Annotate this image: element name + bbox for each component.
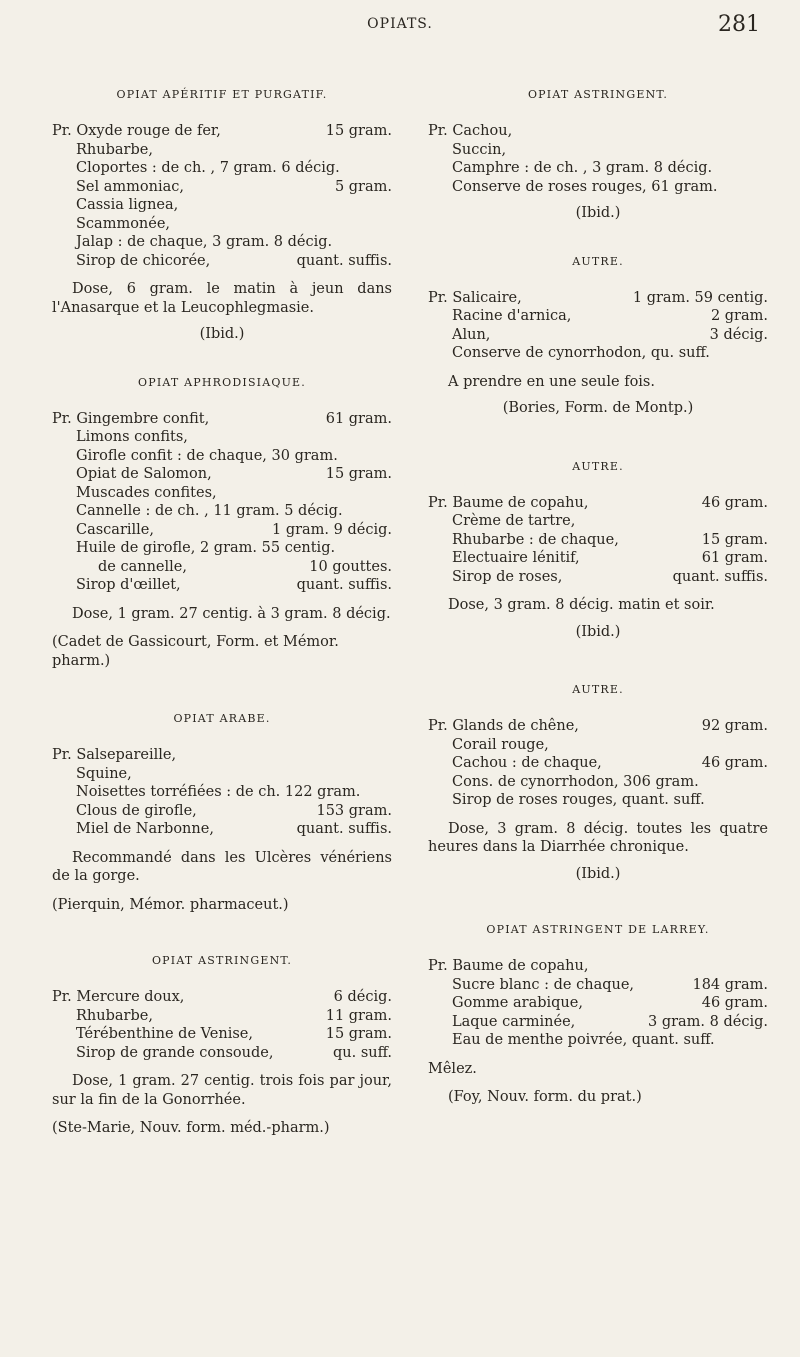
ingredient-line: Pr. Cachou, <box>428 123 513 139</box>
recipe-title: OPIAT ARABE. <box>173 712 271 725</box>
ingredient-line: Cons. de cynorrhodon, 306 gram. <box>452 773 699 790</box>
source-citation: (Bories, Form. de Montp.) <box>502 400 694 416</box>
ingredient-line: Sirop de roses, quant. suffis. <box>452 568 768 585</box>
running-title: OPIATS. <box>367 16 433 32</box>
recipe-title: AUTRE. <box>572 459 624 473</box>
recipe-autre <box>428 460 768 642</box>
ingredient-line: Pr. Oxyde rouge de fer, 15 gram. <box>52 123 392 139</box>
source-citation: (Ibid.) <box>199 326 245 342</box>
ingredient-line: Camphre : de ch. , 3 gram. 8 décig. <box>452 160 713 176</box>
ingredient-line: Pr. Baume de copahu, 46 gram. <box>428 494 768 511</box>
recipe-title: AUTRE. <box>572 254 624 268</box>
ingredient-line: Miel de Narbonne, quant. suffis. <box>76 821 392 837</box>
ingredient-line: Rhubarbe : de chaque, 15 gram. <box>452 531 768 548</box>
dose-text: Mêlez. <box>428 1060 477 1077</box>
ingredient-line: Rhubarbe, 11 gram. <box>76 1007 392 1024</box>
recipe-title: OPIAT ASTRINGENT. <box>151 954 293 967</box>
dose-text: Dose, 3 gram. 8 décig. matin et soir. <box>448 597 715 613</box>
recipe-title: OPIAT APÉRITIF ET PURGATIF. <box>116 88 328 101</box>
recipe-opiat-aphrodisiaque <box>52 376 392 671</box>
recipe-opiat-astringent <box>52 954 392 1138</box>
ingredient-line: Sel ammoniac, 5 gram. <box>76 178 392 195</box>
ingredient-line: Pr. Mercure doux, 6 décig. <box>52 989 392 1005</box>
ingredient-line: Pr. Glands de chêne, 92 gram. <box>428 718 768 734</box>
left-column <box>52 88 392 1138</box>
ingredient-line: Sirop d'œillet, quant. suffis. <box>76 577 392 593</box>
ingredient-line: Crème de tartre, <box>452 513 576 529</box>
recipe-opiat-arabe <box>52 712 392 914</box>
ingredient-line: Conserve de roses rouges, 61 gram. <box>452 178 718 195</box>
recipe-autre <box>428 683 768 883</box>
page-number: 281 <box>718 12 760 37</box>
dose-text: Dose, 6 gram. le matin à jeun dans l'Anasarque et la Leucophlegmasie. <box>52 281 392 316</box>
recipe-title: OPIAT ASTRINGENT DE LARREY. <box>486 923 710 936</box>
source-citation: (Ibid.) <box>575 865 621 882</box>
ingredient-line: Corail rouge, <box>452 736 549 753</box>
ingredient-line: Squine, <box>76 765 132 782</box>
ingredient-line: Opiat de Salomon, 15 gram. <box>76 466 392 482</box>
ingredient-line: Pr. Baume de copahu, <box>428 958 589 974</box>
ingredient-line: Scammonée, <box>76 215 171 232</box>
ingredient-line: Electuaire lénitif, 61 gram. <box>452 550 768 566</box>
recipe-opiat-aperitif <box>52 88 392 344</box>
ingredient-line: Pr. Salicaire, 1 gram. 59 centig. <box>428 289 768 306</box>
dose-text: Dose, 1 gram. 27 centig. à 3 gram. 8 décig. <box>72 605 391 622</box>
page-header <box>0 12 800 52</box>
ingredient-line: Huile de girofle, 2 gram. 55 centig. <box>76 540 336 556</box>
ingredient-line: Conserve de cynorrhodon, qu. suff. <box>452 345 710 361</box>
ingredient-line: Muscades confites, <box>76 484 217 501</box>
ingredient-line: Cannelle : de ch. , 11 gram. 5 décig. <box>76 503 343 519</box>
dose-text: A prendre en une seule fois. <box>448 373 655 390</box>
ingredient-line: Cassia lignea, <box>76 197 179 213</box>
ingredient-line: Pr. Salsepareille, <box>52 747 177 763</box>
source-citation: (Foy, Nouv. form. du prat.) <box>448 1089 642 1105</box>
dose-text: Dose, 3 gram. 8 décig. toutes les quatre heures dans la Diarrhée chronique. <box>428 820 768 855</box>
source-citation: (Ibid.) <box>575 205 621 221</box>
ingredient-line: Jalap : de chaque, 3 gram. 8 décig. <box>76 234 333 250</box>
recipe-autre <box>428 255 768 418</box>
ingredient-line: Cachou : de chaque, 46 gram. <box>452 755 768 771</box>
ingredient-line: Sucre blanc : de chaque, 184 gram. <box>452 976 768 993</box>
ingredient-line: Noisettes torréfiées : de ch. 122 gram. <box>76 784 361 800</box>
ingredient-line: Gomme arabique, 46 gram. <box>452 995 768 1011</box>
ingredient-line: Limons confits, <box>76 429 188 445</box>
ingredient-line: Térébenthine de Venise, 15 gram. <box>76 1026 392 1042</box>
recipe-title: OPIAT APHRODISIAQUE. <box>138 375 306 389</box>
ingredient-line: Succin, <box>452 141 507 158</box>
source-citation: (Ibid.) <box>575 623 621 640</box>
dose-text: Dose, 1 gram. 27 centig. trois fois par jour, sur la fin de la Gonorrhée. <box>52 1073 392 1108</box>
recipe-title: OPIAT ASTRINGENT. <box>527 88 669 101</box>
right-column <box>428 88 768 1107</box>
dose-text: Recommandé dans les Ulcères vénériens de la gorge. <box>52 849 392 884</box>
ingredient-line: Clous de girofle, 153 gram. <box>76 802 392 819</box>
recipe-opiat-astringent <box>428 88 768 223</box>
ingredient-line: Racine d'arnica, 2 gram. <box>452 308 768 324</box>
ingredient-line: Sirop de roses rouges, quant. suff. <box>452 792 705 808</box>
recipe-title: AUTRE. <box>572 683 624 696</box>
ingredient-line: Laque carminée, 3 gram. 8 décig. <box>452 1013 768 1030</box>
source-citation: (Pierquin, Mémor. pharmaceut.) <box>52 896 289 913</box>
ingredient-line: Sirop de grande consoude, qu. suff. <box>76 1044 392 1061</box>
ingredient-line: Eau de menthe poivrée, quant. suff. <box>452 1032 715 1048</box>
ingredient-line: de cannelle, 10 gouttes. <box>98 558 392 575</box>
ingredient-line: Girofle confit : de chaque, 30 gram. <box>76 447 338 464</box>
ingredient-line: Cloportes : de ch. , 7 gram. 6 décig. <box>76 160 340 176</box>
recipe-opiat-astringent-larrey <box>428 923 768 1107</box>
source-citation: (Ste-Marie, Nouv. form. méd.-pharm.) <box>52 1120 330 1136</box>
ingredient-line: Pr. Gingembre confit, 61 gram. <box>52 410 392 427</box>
ingredient-line: Sirop de chicorée, quant. suffis. <box>76 252 392 269</box>
ingredient-line: Rhubarbe, <box>76 141 153 158</box>
ingredient-line: Cascarille, 1 gram. 9 décig. <box>76 521 392 538</box>
ingredient-line: Alun, 3 décig. <box>452 326 768 343</box>
source-citation: (Cadet de Gassicourt, Form. et Mémor. pharm.) <box>52 634 339 669</box>
